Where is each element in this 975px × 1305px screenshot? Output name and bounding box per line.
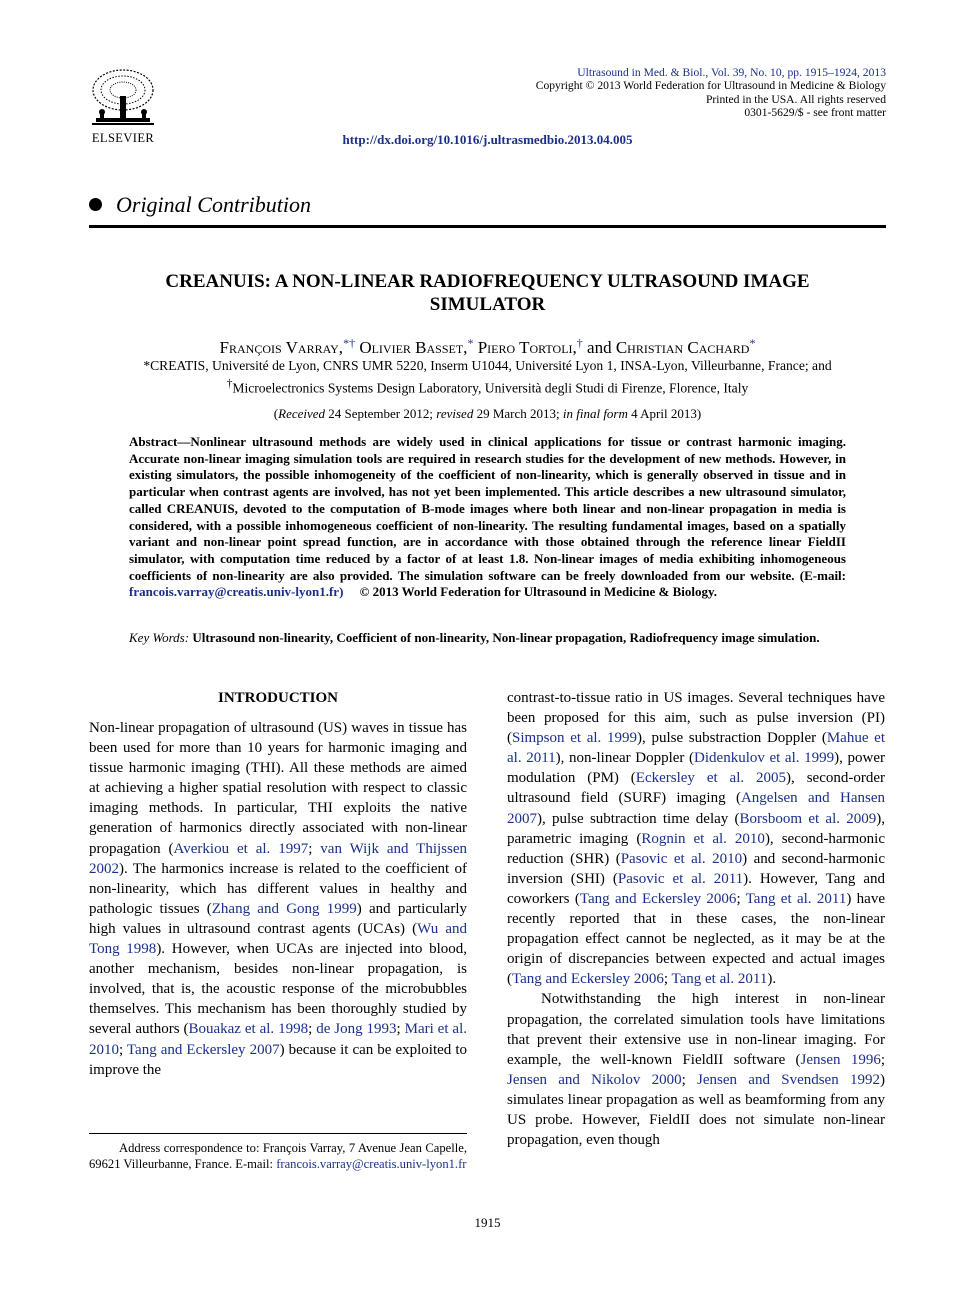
abstract [129, 434, 846, 601]
citation-link[interactable]: Rognin et al. 2010 [641, 830, 765, 847]
body-text: ) because it can be exploited to improve the [89, 1041, 467, 1078]
author-marks[interactable]: *† [343, 336, 356, 350]
author-name: Christian Cachard [615, 338, 750, 357]
intro-paragraph-1: Non-linear propagation of ultrasound (US) waves in tissue has been used for more than 10 years for harmonic imaging and tissue harmonic imaging (THI). All these methods are aimed at achieving a higher spatial resolution with respect to classic imaging methods. In particular, THI exploits the native generation of harmonics directly associated with non-linear propagation (Averkiou et al. 1997; van Wijk and Thijssen 2002). The harmonics increase is related to the coefficient of non-linearity, which has different values in healthy and pathologic tissues (Zhang and Gong 1999) and particularly high values in ultrasound contrast agents (UCAs) (Wu and Tong 1998). However, when UCAs are injected into blood, another mechanism, besides non-linear propagation, is involved, that is, the acoustic response of the microbubbles themselves. This mechanism has been thoroughly studied by several authors (Bouakaz et al. 1998; de Jong 1993; Mari et al. 2010; Tang and Eckersley 2007) because it can be exploited to improve the [89, 720, 468, 1078]
journal-copyright: Copyright © 2013 World Federation for Ultrasound in Medicine & Biology [535, 79, 886, 93]
body-text: ), pulse substraction Doppler ( [637, 730, 827, 747]
citation-link[interactable]: van Wijk and Thijssen 2002 [89, 840, 467, 877]
author-name: Piero Tortoli, [477, 338, 577, 357]
body-text: ). The harmonics increase is related to the coefficient of non-linearity, which has different values in healthy and pathologic tissues ( [89, 860, 467, 917]
article-title-line-1: CREANUIS: A NON-LINEAR RADIOFREQUENCY ULTRASOUND IMAGE [165, 271, 810, 292]
body-text: ). However, when UCAs are injected into blood, another mechanism, besides non-linear propagation, is involved, that is, the acoustic response of the microbubbles themselves. This mechanism has been thoroughly studied by several authors ( [89, 941, 468, 1038]
citation-link[interactable]: Eckersley et al. 2005 [635, 770, 787, 787]
body-text: ). However, Tang and coworkers ( [507, 870, 886, 907]
journal-printed: Printed in the USA. All rights reserved [705, 92, 886, 106]
correspondence-footnote [89, 1141, 467, 1172]
author-marks[interactable]: † [576, 336, 583, 350]
citation-link[interactable]: Jensen and Svendsen 1992 [697, 1071, 880, 1088]
body-text: contrast-to-tissue ratio in US images. Several techniques have been proposed for this aim, such as pulse inversion (PI) ( [507, 690, 885, 747]
intro-paragraph-1-cont: contrast-to-tissue ratio in US images. Several techniques have been proposed for this aim, such as pulse inversion (PI) (Simpson et al. 1999), pulse substraction Doppler (Mahue et al. 2011), non-linear Doppler (Didenkulov et al. 1999), power modulation (PM) (Eckersley et al. 2005), second-order ultrasound field (SURF) imaging (Angelsen and Hansen 2007), pulse subtraction time delay (Borsboom et al. 2009), parametric imaging (Rognin et al. 2010), second-harmonic reduction (SHR) (Pasovic et al. 2010) and second-harmonic inversion (SHI) (Pasovic et al. 2011). However, Tang and coworkers (Tang and Eckersley 2006; Tang et al. 2011) have recently reported that in these cases, the non-linear propagation effect cannot be neglected, as it may be at the origin of discrepancies between expected and actual images (Tang and Eckersley 2006; Tang et al. 2011). [507, 690, 886, 988]
keywords-text: Ultrasound non-linearity, Coefficient of non-linearity, Non-linear propagation, Radiofrequency image simulation. [192, 630, 820, 645]
citation-link[interactable]: de Jong 1993 [316, 1021, 397, 1038]
citation-link[interactable]: Zhang and Gong 1999 [211, 900, 357, 917]
revised-date: 29 March 2013; [476, 406, 560, 421]
citation-link[interactable]: Tang and Eckersley 2006 [512, 971, 664, 988]
abstract-text: Abstract—Nonlinear ultrasound methods are widely used in clinical applications for tissue or contrast harmonic imaging. Accurate non-linear imaging simulation tools are required in research studies for the development of new methods. However, in existing simulators, the possible inhomogeneity of the coefficient of non-linearity, which is generally observed in tissue and in particular when contrast agents are involved, has not yet been implemented. This article describes a new ultrasound simulator, called CREANUIS, devoted to the computation of B-mode images where both linear and non-linear propagation in media is considered, with a possible inhomogeneous coefficient of non-linearity. The resulting fundamental images, based on a spatially variant and non-linear point spread function, are in accordance with those obtained through the reference linear FieldII simulator, with computation time reduced by a factor of at least 1.8. Non-linear images of media exhibiting inhomogeneous coefficients of non-linearity are also provided. The simulation software can be freely downloaded from our website. (E-mail: [129, 434, 846, 583]
keywords [129, 630, 846, 647]
body-text: ), power modulation (PM) ( [507, 750, 885, 787]
section-label: Original Contribution [116, 192, 311, 217]
author-list [80, 332, 895, 359]
body-text: ) and particularly high values in ultrasound contrast agents (UCAs) ( [89, 900, 467, 937]
body-text: ) simulates linear propagation as well as beamforming from any US probe. However, FieldII does not simulate non-linear propagation, even though [507, 1071, 885, 1149]
author-marks[interactable]: * [467, 336, 474, 350]
citation-link[interactable]: Wu and Tong 1998 [89, 920, 467, 958]
bullet-icon [89, 198, 102, 211]
journal-info [536, 66, 886, 119]
received-label: Received [278, 406, 326, 421]
body-text: Non-linear propagation of ultrasound (US) waves in tissue has been used for more than 10 years for harmonic imaging and tissue harmonic imaging (THI). All these methods are aimed at achieving a higher spatial resolution with respect to classic imaging methods. In particular, THI exploits the native generation of harmonics directly associated with non-linear propagation ( [89, 720, 467, 857]
citation-link[interactable]: Tang and Eckersley 2006 [579, 890, 737, 907]
body-text: ), second-order ultrasound field (SURF) imaging ( [507, 770, 885, 807]
affiliation-text: Microelectronics Systems Design Laboratory, Università degli Studi di Firenze, Florence, Italy [232, 380, 749, 396]
citation-link[interactable]: Tang et al. 2011 [671, 971, 768, 988]
revised-label: revised [436, 406, 474, 421]
citation-link[interactable]: Pasovic et al. 2011 [617, 870, 744, 887]
article-title [100, 270, 875, 316]
affiliation-mark: † [226, 378, 233, 390]
section-heading-introduction: INTRODUCTION [217, 690, 338, 706]
citation-link[interactable]: Mari et al. 2010 [89, 1021, 467, 1058]
abstract-email-link[interactable]: francois.varray@creatis.univ-lyon1.fr) [129, 584, 344, 600]
affiliation-line-2 [80, 375, 895, 398]
doi-line [0, 132, 975, 148]
footnote-rule [89, 1133, 467, 1134]
body-text: ) and second-harmonic inversion (SHI) ( [507, 850, 885, 887]
citation-link[interactable]: Jensen and Nikolov 2000 [507, 1071, 682, 1088]
received-date: 24 September 2012; [328, 406, 434, 421]
author-conjunction: and [587, 338, 612, 357]
final-label: in final form [562, 406, 628, 421]
article-title-line-2: SIMULATOR [429, 294, 546, 315]
body-text: ), parametric imaging ( [507, 810, 886, 847]
citation-link[interactable]: Borsboom et al. 2009 [739, 810, 877, 827]
body-text: ), second-harmonic reduction (SHR) ( [507, 830, 885, 867]
page-number: 1915 [474, 1215, 501, 1230]
citation-link[interactable]: Mahue et al. 2011 [507, 730, 885, 767]
footnote-text: Address correspondence to: François Varray, 7 Avenue Jean Capelle, 69621 Villeurbanne, France. E-mail: [89, 1141, 467, 1171]
final-date: 4 April 2013) [631, 406, 702, 421]
citation-link[interactable]: Tang and Eckersley 2007 [126, 1041, 280, 1058]
citation-link[interactable]: Simpson et al. 1999 [512, 730, 637, 747]
tree-icon [88, 68, 158, 130]
doi-link[interactable]: http://dx.doi.org/10.1016/j.ultrasmedbio.2013.04.005 [342, 132, 633, 147]
author-name: François Varray, [219, 338, 344, 357]
citation-link[interactable]: Bouakaz et al. 1998 [188, 1021, 309, 1038]
author-name: Olivier Basset, [359, 338, 468, 357]
right-column [507, 688, 885, 1150]
citation-link[interactable]: Jensen 1996 [800, 1051, 881, 1068]
journal-issn: 0301-5629/$ - see front matter [744, 105, 886, 119]
footnote-email-link[interactable]: francois.varray@creatis.univ-lyon1.fr [276, 1156, 467, 1171]
body-text: Notwithstanding the high interest in non-linear propagation, the correlated simulation tools have limitations that prevent their extensive use in non-linear imaging. For example, the well-known FieldII software ( [507, 991, 885, 1068]
body-text: ), pulse subtraction time delay ( [537, 810, 740, 827]
citation-link[interactable]: Didenkulov et al. 1999 [694, 750, 835, 767]
body-text: ). [767, 971, 777, 988]
received-dates: (Received 24 September 2012; revised 29 March 2013; in final form 4 April 2013) [273, 406, 702, 421]
body-text: ), non-linear Doppler ( [555, 750, 695, 767]
citation-link[interactable]: Averkiou et al. 1997 [173, 840, 309, 857]
intro-paragraph-2: Notwithstanding the high interest in non-linear propagation, the correlated simulation tools have limitations that prevent their extensive use in non-linear imaging. For example, the well-known FieldII software (Jensen 1996; Jensen and Nikolov 2000; Jensen and Svendsen 1992) simulates linear propagation as well as beamforming from any US probe. However, FieldII does not simulate non-linear propagation, even though [507, 991, 885, 1149]
affiliation-line-1: *CREATIS, Université de Lyon, CNRS UMR 5220, Inserm U1044, Université Lyon 1, INSA-Lyon, Villeurbanne, France; and [143, 358, 832, 373]
body-text: ) have recently reported that in these cases, the non-linear propagation effect cannot be neglected, as it may be at the origin of discrepancies between expected and actual images ( [507, 890, 885, 988]
journal-citation-link[interactable]: Ultrasound in Med. & Biol., Vol. 39, No. 10, pp. 1915–1924, 2013 [577, 66, 886, 79]
publisher-wordmark: ELSEVIER [91, 131, 155, 145]
affiliations [80, 357, 895, 398]
citation-link[interactable]: Pasovic et al. 2010 [620, 850, 743, 867]
citation-link[interactable]: Angelsen and Hansen 2007 [507, 790, 886, 827]
citation-link[interactable]: Tang et al. 2011 [745, 890, 847, 907]
section-header [89, 192, 886, 224]
section-rule [89, 225, 886, 228]
left-column [89, 688, 467, 1080]
abstract-copyright: © 2013 World Federation for Ultrasound in Medicine & Biology. [359, 584, 718, 600]
author-marks[interactable]: * [749, 336, 756, 350]
keywords-label: Key Words: [129, 630, 190, 645]
